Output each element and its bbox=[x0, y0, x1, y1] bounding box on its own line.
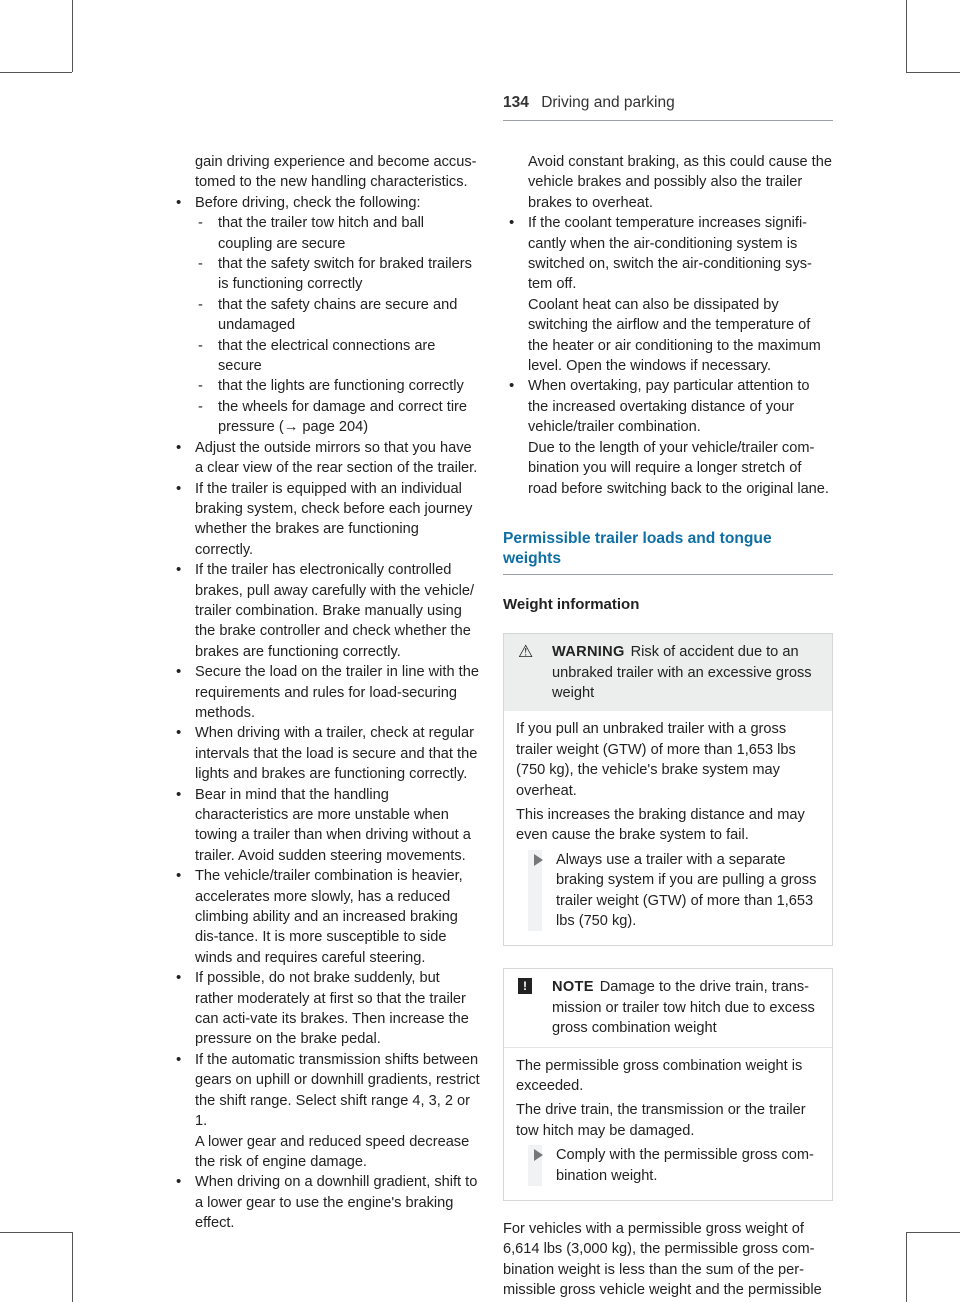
header-rule bbox=[503, 120, 833, 121]
crop-mark bbox=[72, 1232, 73, 1302]
list-item: • Bear in mind that the handling characteristics are more unstable when towing a trailer than when driving without a trailer. Avoid sudden steering movements. bbox=[170, 785, 480, 867]
list-item: • If the automatic transmission shifts between gears on uphill or downhill gradients, restrict the shift range. Select shift range 4, 3, 2 or 1. bbox=[170, 1050, 480, 1132]
crop-mark bbox=[0, 1232, 72, 1233]
list-item: • When overtaking, pay particular attention to the increased overtaking distance of your vehicle/trailer combination. bbox=[503, 376, 833, 437]
list-item-detail: Due to the length of your vehicle/trailer com-bination you will require a longer stretch of road before switching back to the original lane. bbox=[528, 439, 829, 497]
page-title: Driving and parking bbox=[541, 94, 675, 111]
continued-text: Avoid constant braking, as this could cause the vehicle brakes and possibly also the trailer brakes to overheat. bbox=[528, 154, 832, 211]
warning-triangle-icon: ⚠ bbox=[518, 642, 534, 662]
page-header bbox=[503, 94, 833, 112]
warning-label: WARNING bbox=[552, 644, 625, 661]
action-arrow-icon bbox=[528, 1145, 542, 1186]
note-header bbox=[504, 969, 832, 1047]
list-item: • When driving with a trailer, check at regular intervals that the load is secure and that the lights and brakes are functioning correctly. bbox=[170, 723, 480, 784]
note-action bbox=[516, 1145, 820, 1186]
list-item: • Secure the load on the trailer in line with the requirements and rules for load-securing methods. bbox=[170, 662, 480, 723]
warning-text: If you pull an unbraked trailer with a gross trailer weight (GTW) of more than 1,653 lbs (750 kg), the vehicle's brake system may overheat. bbox=[516, 721, 796, 799]
list-item: • If the trailer is equipped with an individual braking system, check before each journey whether the brakes are functioning correctly. bbox=[170, 479, 480, 561]
page-number: 134 bbox=[503, 94, 529, 111]
check-item-tire-pressure: - the wheels for damage and correct tire pressure (→ page 204) bbox=[170, 397, 480, 438]
check-item: - that the electrical connections are secure bbox=[170, 336, 480, 377]
exclamation-icon: ! bbox=[518, 978, 532, 994]
check-item: - that the lights are functioning correctly bbox=[170, 376, 480, 396]
list-item: • The vehicle/trailer combination is heavier, accelerates more slowly, has a reduced climbing ability and an increased braking dis-tance. It is more susceptible to side winds and requires careful steering. bbox=[170, 866, 480, 968]
check-item: - that the trailer tow hitch and ball coupling are secure bbox=[170, 213, 480, 254]
intro-text: gain driving experience and become accus-tomed to the new handling characteristics. bbox=[195, 154, 477, 191]
list-item: • If the coolant temperature increases signifi-cantly when the air-conditioning system is switched on, switch the air-conditioning sys-tem off. bbox=[503, 213, 833, 295]
bullet-before-driving: • Before driving, check the following: bbox=[170, 193, 480, 213]
action-arrow-icon bbox=[528, 850, 542, 932]
sub-title: Weight information bbox=[503, 595, 640, 613]
warning-header bbox=[504, 634, 832, 711]
crop-mark bbox=[906, 72, 960, 73]
warning-action bbox=[516, 850, 820, 932]
warning-box bbox=[503, 633, 833, 946]
list-item: • Adjust the outside mirrors so that you have a clear view of the rear section of the trailer. bbox=[170, 438, 480, 479]
list-item: • When driving on a downhill gradient, shift to a lower gear to use the engine's braking effect. bbox=[170, 1172, 480, 1233]
left-column bbox=[170, 152, 480, 1234]
crop-mark bbox=[72, 0, 73, 72]
list-item: • If possible, do not brake suddenly, but rather moderately at first so that the trailer can acti-vate its brakes. Then increase the pressure on the brake pedal. bbox=[170, 968, 480, 1050]
crop-mark bbox=[906, 0, 907, 72]
note-heading: Damage to the drive train, trans-mission or trailer tow hitch due to excess gross combination weight bbox=[552, 979, 815, 1037]
note-action-text: Comply with the permissible gross com-bination weight. bbox=[556, 1147, 814, 1184]
closing-paragraph: For vehicles with a permissible gross weight of 6,614 lbs (3,000 kg), the permissible gross com-bination weight is less than the sum of the per-missible gross vehicle weight and the permissible bbox=[503, 1221, 822, 1299]
warning-body bbox=[504, 711, 832, 945]
check-item: - that the safety chains are secure and undamaged bbox=[170, 295, 480, 336]
crop-mark bbox=[0, 72, 72, 73]
list-item: • If the trailer has electronically controlled brakes, pull away carefully with the vehicle/ trailer combination. Brake manually using the brake controller and check whether the brakes are functioning correctly. bbox=[170, 560, 480, 662]
crop-mark bbox=[906, 1232, 907, 1302]
right-column bbox=[503, 152, 833, 1301]
section-title: Permissible trailer loads and tongue weights bbox=[503, 529, 833, 575]
warning-heading: Risk of accident due to an unbraked trailer with an excessive gross weight bbox=[552, 644, 812, 701]
note-box bbox=[503, 968, 833, 1201]
crop-mark bbox=[906, 1232, 960, 1233]
check-item: - that the safety switch for braked trailers is functioning correctly bbox=[170, 254, 480, 295]
warning-action-text: Always use a trailer with a separate braking system if you are pulling a gross trailer weight (GTW) of more than 1,653 lbs (750 kg). bbox=[556, 851, 817, 929]
note-text: The permissible gross combination weight is exceeded. bbox=[516, 1057, 803, 1095]
note-label: NOTE bbox=[552, 979, 594, 996]
list-item-detail: Coolant heat can also be dissipated by switching the airflow and the temperature of the heater or air conditioning to the maximum level. Open the windows if necessary. bbox=[528, 296, 821, 375]
gear-note: A lower gear and reduced speed decrease the risk of engine damage. bbox=[195, 1133, 470, 1170]
note-text: The drive train, the transmission or the trailer tow hitch may be damaged. bbox=[516, 1102, 806, 1139]
warning-text: This increases the braking distance and may even cause the brake system to fail. bbox=[516, 806, 805, 844]
note-body bbox=[504, 1048, 832, 1200]
